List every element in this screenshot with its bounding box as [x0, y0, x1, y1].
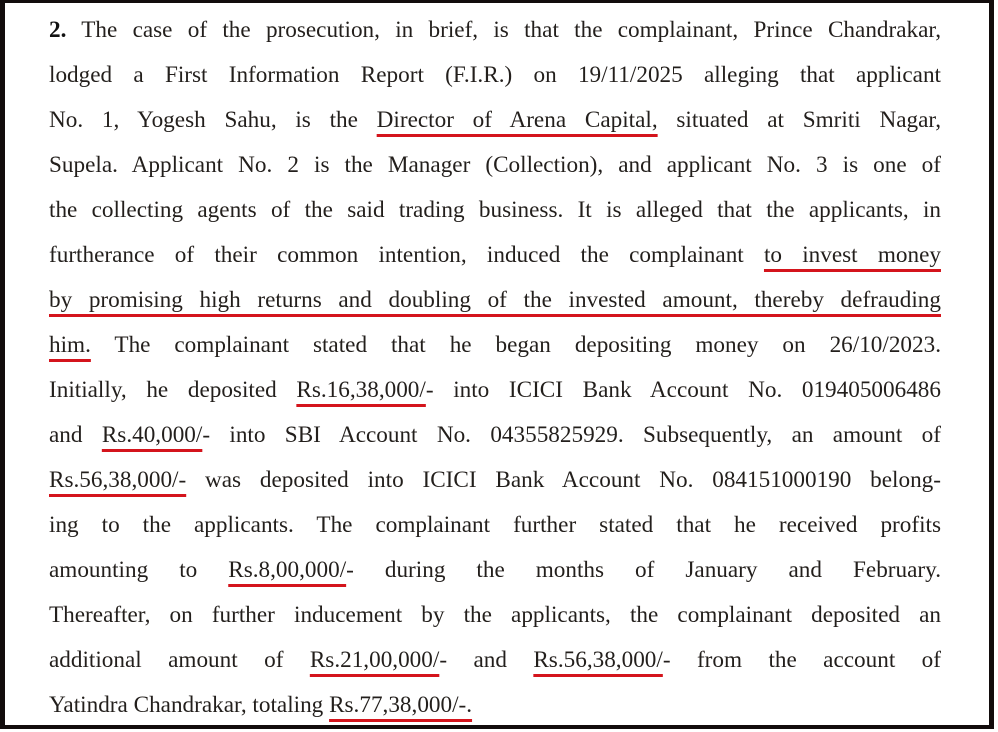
- text-line: [49, 458, 941, 503]
- highlighted-text: Rs.21,00,000/: [309, 647, 440, 673]
- text-segment: Initially, he deposited: [49, 377, 297, 403]
- highlighted-text: to invest money: [763, 242, 941, 268]
- text-segment: amounting to: [49, 557, 229, 583]
- text-segment: situated at Smriti Nagar,: [657, 107, 941, 133]
- text-segment: Supela. Applicant No. 2 is the Manager (Collection), and applicant No. 3 is one of: [49, 152, 941, 178]
- text-segment: lodged a First Information Report (F.I.R.) on 19/11/2025 alleging that applicant: [49, 62, 941, 88]
- text-line: [49, 98, 941, 143]
- highlighted-text: Rs.77,38,000/-.: [329, 692, 473, 718]
- case-paragraph: [49, 8, 941, 728]
- text-line: [49, 548, 941, 593]
- text-segment: No. 1, Yogesh Sahu, is the: [49, 107, 377, 133]
- text-line: [49, 323, 941, 368]
- text-segment: The complainant stated that he began depositing money on 26/10/2023.: [90, 332, 941, 358]
- text-segment: - from the account of: [662, 647, 941, 673]
- text-line: [49, 233, 941, 278]
- highlighted-text: Rs.16,38,000/: [296, 377, 426, 403]
- text-segment: additional amount of: [49, 647, 310, 673]
- highlighted-text: Director of Arena Capital,: [376, 107, 658, 133]
- text-segment: - into ICICI Bank Account No. 019405006486: [425, 377, 941, 403]
- paragraph-number: 2.: [49, 17, 67, 43]
- text-line: [49, 368, 941, 413]
- text-line: [49, 593, 941, 638]
- text-line: [49, 8, 941, 53]
- text-segment: was deposited into ICICI Bank Account No. 084151000190 belong-: [186, 467, 941, 493]
- text-line: [49, 413, 941, 458]
- text-line: [49, 143, 941, 188]
- text-segment: - into SBI Account No. 04355825929. Subsequently, an amount of: [202, 422, 941, 448]
- text-segment: Yatindra Chandrakar, totaling: [49, 692, 330, 718]
- text-segment: the collecting agents of the said trading business. It is alleged that the applicants, in: [49, 197, 941, 223]
- text-line: [49, 188, 941, 233]
- text-line: [49, 638, 941, 683]
- highlighted-text: Rs.40,000/: [101, 422, 203, 448]
- text-line: [49, 683, 941, 728]
- highlighted-text: by promising high returns and doubling of the invested amount, thereby defrauding: [49, 287, 941, 313]
- text-segment: - during the months of January and February.: [346, 557, 941, 583]
- text-segment: and: [49, 422, 102, 448]
- text-segment: furtherance of their common intention, induced the complainant: [49, 242, 764, 268]
- text-line: [49, 278, 941, 323]
- text-segment: - and: [439, 647, 534, 673]
- highlighted-text: him.: [49, 332, 91, 358]
- highlighted-text: Rs.8,00,000/: [228, 557, 347, 583]
- highlighted-text: Rs.56,38,000/: [533, 647, 663, 673]
- highlighted-text: Rs.56,38,000/-: [49, 467, 187, 493]
- text-segment: Thereafter, on further inducement by the applicants, the complainant deposited an: [49, 602, 941, 628]
- text-segment: ing to the applicants. The complainant further stated that he received profits: [49, 512, 941, 538]
- text-segment: The case of the prosecution, in brief, is that the complainant, Prince Chandrakar,: [66, 17, 941, 43]
- text-line: [49, 503, 941, 548]
- text-line: [49, 53, 941, 98]
